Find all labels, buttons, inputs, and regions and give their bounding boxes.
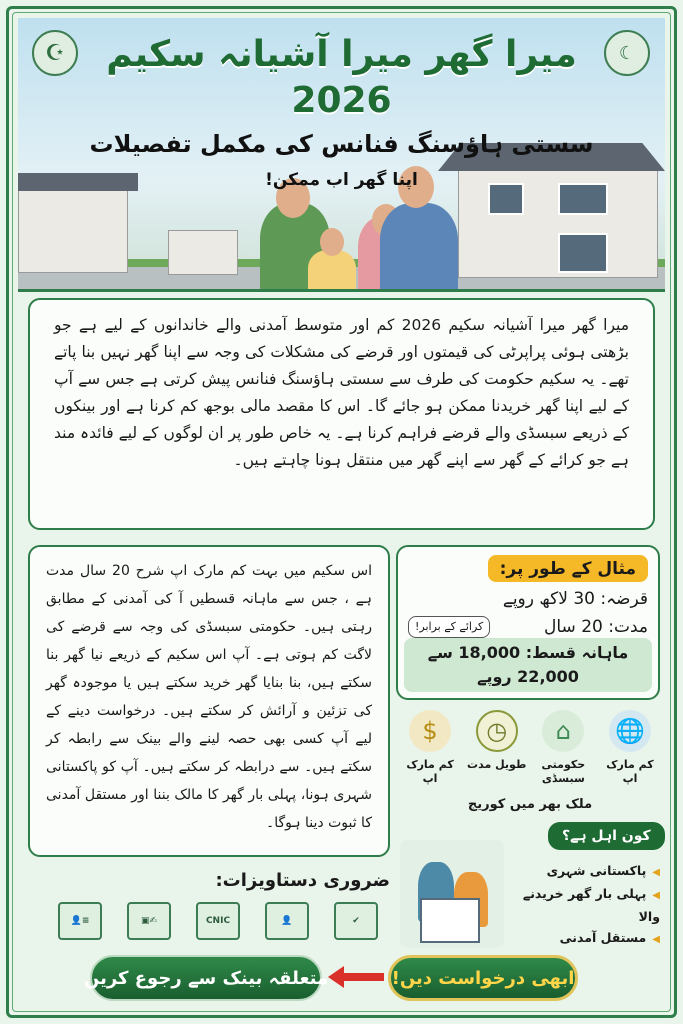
feature-item	[531, 710, 595, 786]
clock-icon: ◷	[476, 710, 518, 752]
feature-label: طویل مدت	[467, 758, 527, 771]
government-emblem-logo: ☪	[32, 30, 78, 76]
feature-label: حکومتی سبسڈی	[541, 758, 586, 785]
eligibility-item: ◀ پاکستانی شہری	[508, 860, 660, 883]
eligibility-list	[508, 860, 660, 950]
feature-label: کم مارک اپ	[406, 758, 454, 785]
feature-item	[398, 710, 462, 786]
money-bag-icon: $	[409, 710, 451, 752]
eligibility-item: ◀ پہلی بار گھر خریدنے والا	[508, 883, 660, 927]
contact-bank-button[interactable]: متعلقہ بینک سے رجوع کریں	[90, 955, 322, 1001]
example-loan: قرضہ: 30 لاکھ روپے	[502, 589, 648, 609]
coverage-label: ملک بھر میں کوریج	[467, 797, 593, 812]
example-term: مدت: 20 سال	[544, 617, 648, 637]
head	[320, 228, 344, 256]
speech-bubble: کرائے کے برابر!	[408, 616, 490, 638]
arrow-left-icon	[328, 970, 384, 984]
illustration-house	[420, 898, 480, 943]
hero-text	[88, 32, 595, 192]
house-far	[168, 230, 238, 275]
eligibility-item: ◀ مستقل آمدنی	[508, 927, 660, 950]
house-coin-hand-icon: ⌂	[542, 710, 584, 752]
state-bank-seal-logo: ☾	[604, 30, 650, 76]
example-title: مثال کے طور پر:	[488, 555, 648, 582]
intro-text: میرا گھر میرا آشیانہ سکیم 2026 کم اور متوسط آمدنی والے خاندانوں کے لیے ہے جو بڑھتی ہوئی پراپرٹی کی قیمتوں اور قرضے کی مشکلات کی وجہ سے اپنا گھر نہیں بنا پاتے تھے۔ یہ سکیم حکومت کی طرف سے سستی ہاؤسنگ فنانس پیش کرتی ہے جس سے آپ کے لیے اپنا گھر خریدنا ممکن ہو جائے گا۔ اس کا مقصد مالی بوجھ کم کرنا ہے اور بینکوں کے ذریعے سبسڈی والے قرضے فراہم کرنا ہے۔ یہ خاص طور پر ان لوگوں کے لیے فائدہ مند ہے جو کرائے کے گھر سے اپنے گھر میں منتقل ہونا چاہتے ہیں۔	[28, 298, 655, 530]
document-check-icon: ✔	[334, 902, 378, 940]
photo-id-icon: 👤	[265, 902, 309, 940]
example-monthly: ماہانہ قسط: 18,000 سے 22,000 روپے	[404, 638, 652, 692]
feature-item	[598, 710, 662, 786]
id-card-signature-icon: ▣✍	[127, 902, 171, 940]
example-term-row	[408, 614, 648, 640]
family-house-illustration	[400, 840, 504, 948]
feature-label: کم مارک اپ	[606, 758, 654, 785]
details-text: اس سکیم میں بہت کم مارک اپ شرح 20 سال مدت ہے ، جس سے ماہانہ قسطیں آ کی آمدنی کے مطابق رہتی ہیں۔ حکومتی سبسڈی کی وجہ سے قرضے کی لاگت کم ہوتی ہے۔ آپ اس سکیم کے ذریعے نیا گھر بنا سکتے ہیں، بنا بنایا گھر خرید سکتے ہیں یا موجودہ گھر کی تزئین و آرائش کر سکتے ہیں۔ درخواست دینے کے لیے آپ کسی بھی حصہ لینے والے بینک سے رابطہ کر سکتے ہیں۔ سے درابطہ کر سکتے ہیں۔ آپ کو پاکستانی شہری ہونا، پہلی بار گھر کا مالک بننا اور مستقل آمدنی کا ثبوت دینا ہوگا۔	[28, 545, 390, 857]
page-title: میرا گھر میرا آشیانہ سکیم 2026	[106, 34, 577, 121]
page-subtitle: سستی ہاؤسنگ فنانس کی مکمل تفصیلات	[89, 130, 594, 158]
example-box	[396, 545, 660, 700]
documents-title: ضروری دستاویزات:	[215, 870, 390, 891]
house-left	[18, 188, 128, 273]
features-row	[398, 710, 662, 786]
family-man	[380, 203, 458, 292]
tagline: اپنا گھر اب ممکن!	[265, 170, 418, 190]
hero-banner	[18, 18, 665, 292]
eligibility-title: کون اہل ہے؟	[548, 822, 665, 850]
window	[558, 233, 608, 273]
id-card-icon: 👤≡	[58, 902, 102, 940]
apply-now-button[interactable]: ابھی درخواست دیں!	[388, 955, 578, 1001]
cnic-document-icon: CNIC	[196, 902, 240, 940]
documents-row	[58, 902, 378, 940]
family-child	[308, 250, 356, 292]
feature-item	[465, 710, 529, 786]
globe-location-icon: 🌐	[609, 710, 651, 752]
